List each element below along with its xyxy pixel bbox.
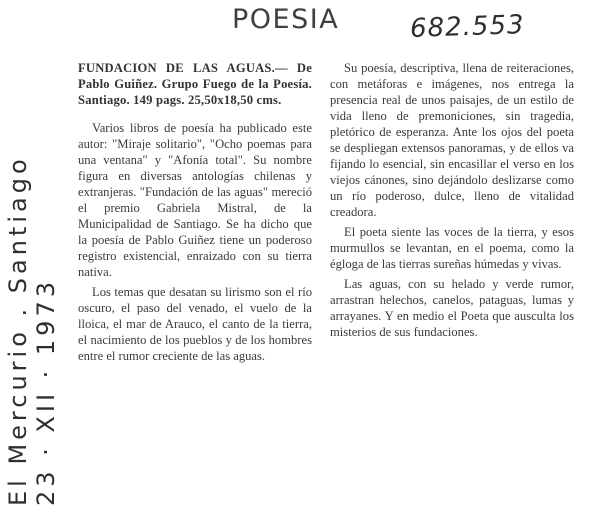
source-publication-note: El Mercurio . Santiago [4, 155, 32, 506]
article-paragraph: Varios libros de poesía ha publicado este autor: "Miraje solitario", "Ocho poemas para una ventana" y "Afonía total". Su nombre figura en diversas antologías chilenas y extranjeras. "Fundación de las aguas" mereció el premio Gabriela Mistral, de la Municipalidad de Santiago. Se ha dicho que la poesía de Pablo Guiñez tiene un poderoso registro existencial, enraizado con su tierra nativa. [78, 121, 312, 279]
source-date-note: 23 · XII · 1973 [32, 278, 60, 506]
article-paragraph: Su poesía, descriptiva, llena de reiteraciones, con metáforas e imágenes, nos entrega la presencia real de unos paisajes, de un estilo de vida lleno de premoniciones, sin tragedia, pletórico de esperanza. Ante los ojos del poeta se despliegan extensos panoramas, y de ellos va fijando lo esencial, sin encasillar el verso en los viejos cánones, sino dejándolo deslizarse como un río poderoso, dulce, lleno de vitalidad creadora. [330, 61, 574, 219]
article-paragraph: El poeta siente las voces de la tierra, y esos murmullos se levantan, en el poema, como la égloga de las tierras sureñas húmedas y vivas. [330, 225, 574, 271]
book-reference: FUNDACION DE LAS AGUAS.— De Pablo Guiñez. Grupo Fuego de la Poesía. Santiago. 149 pags. 25,50x18,50 cms. [78, 61, 312, 107]
section-heading: POESIA [232, 4, 340, 35]
article-column-left [78, 60, 312, 368]
article-paragraph: Las aguas, con su helado y verde rumor, arrastran helechos, canelos, pataguas, lumas y arrayanes. Y en medio el Poeta que ausculta los misterios de sus fundaciones. [330, 277, 574, 339]
catalog-number-handwritten: 682.553 [409, 10, 526, 44]
handwritten-source-note [4, 155, 60, 506]
article-column-right [330, 60, 574, 344]
article-paragraph: Los temas que desatan su lirismo son el río oscuro, el paso del venado, el vuelo de la lloica, el mar de Arauco, el canto de la tierra, el nacimiento de los pueblos y de los hombres entre el rumor creciente de las aguas. [78, 285, 312, 363]
